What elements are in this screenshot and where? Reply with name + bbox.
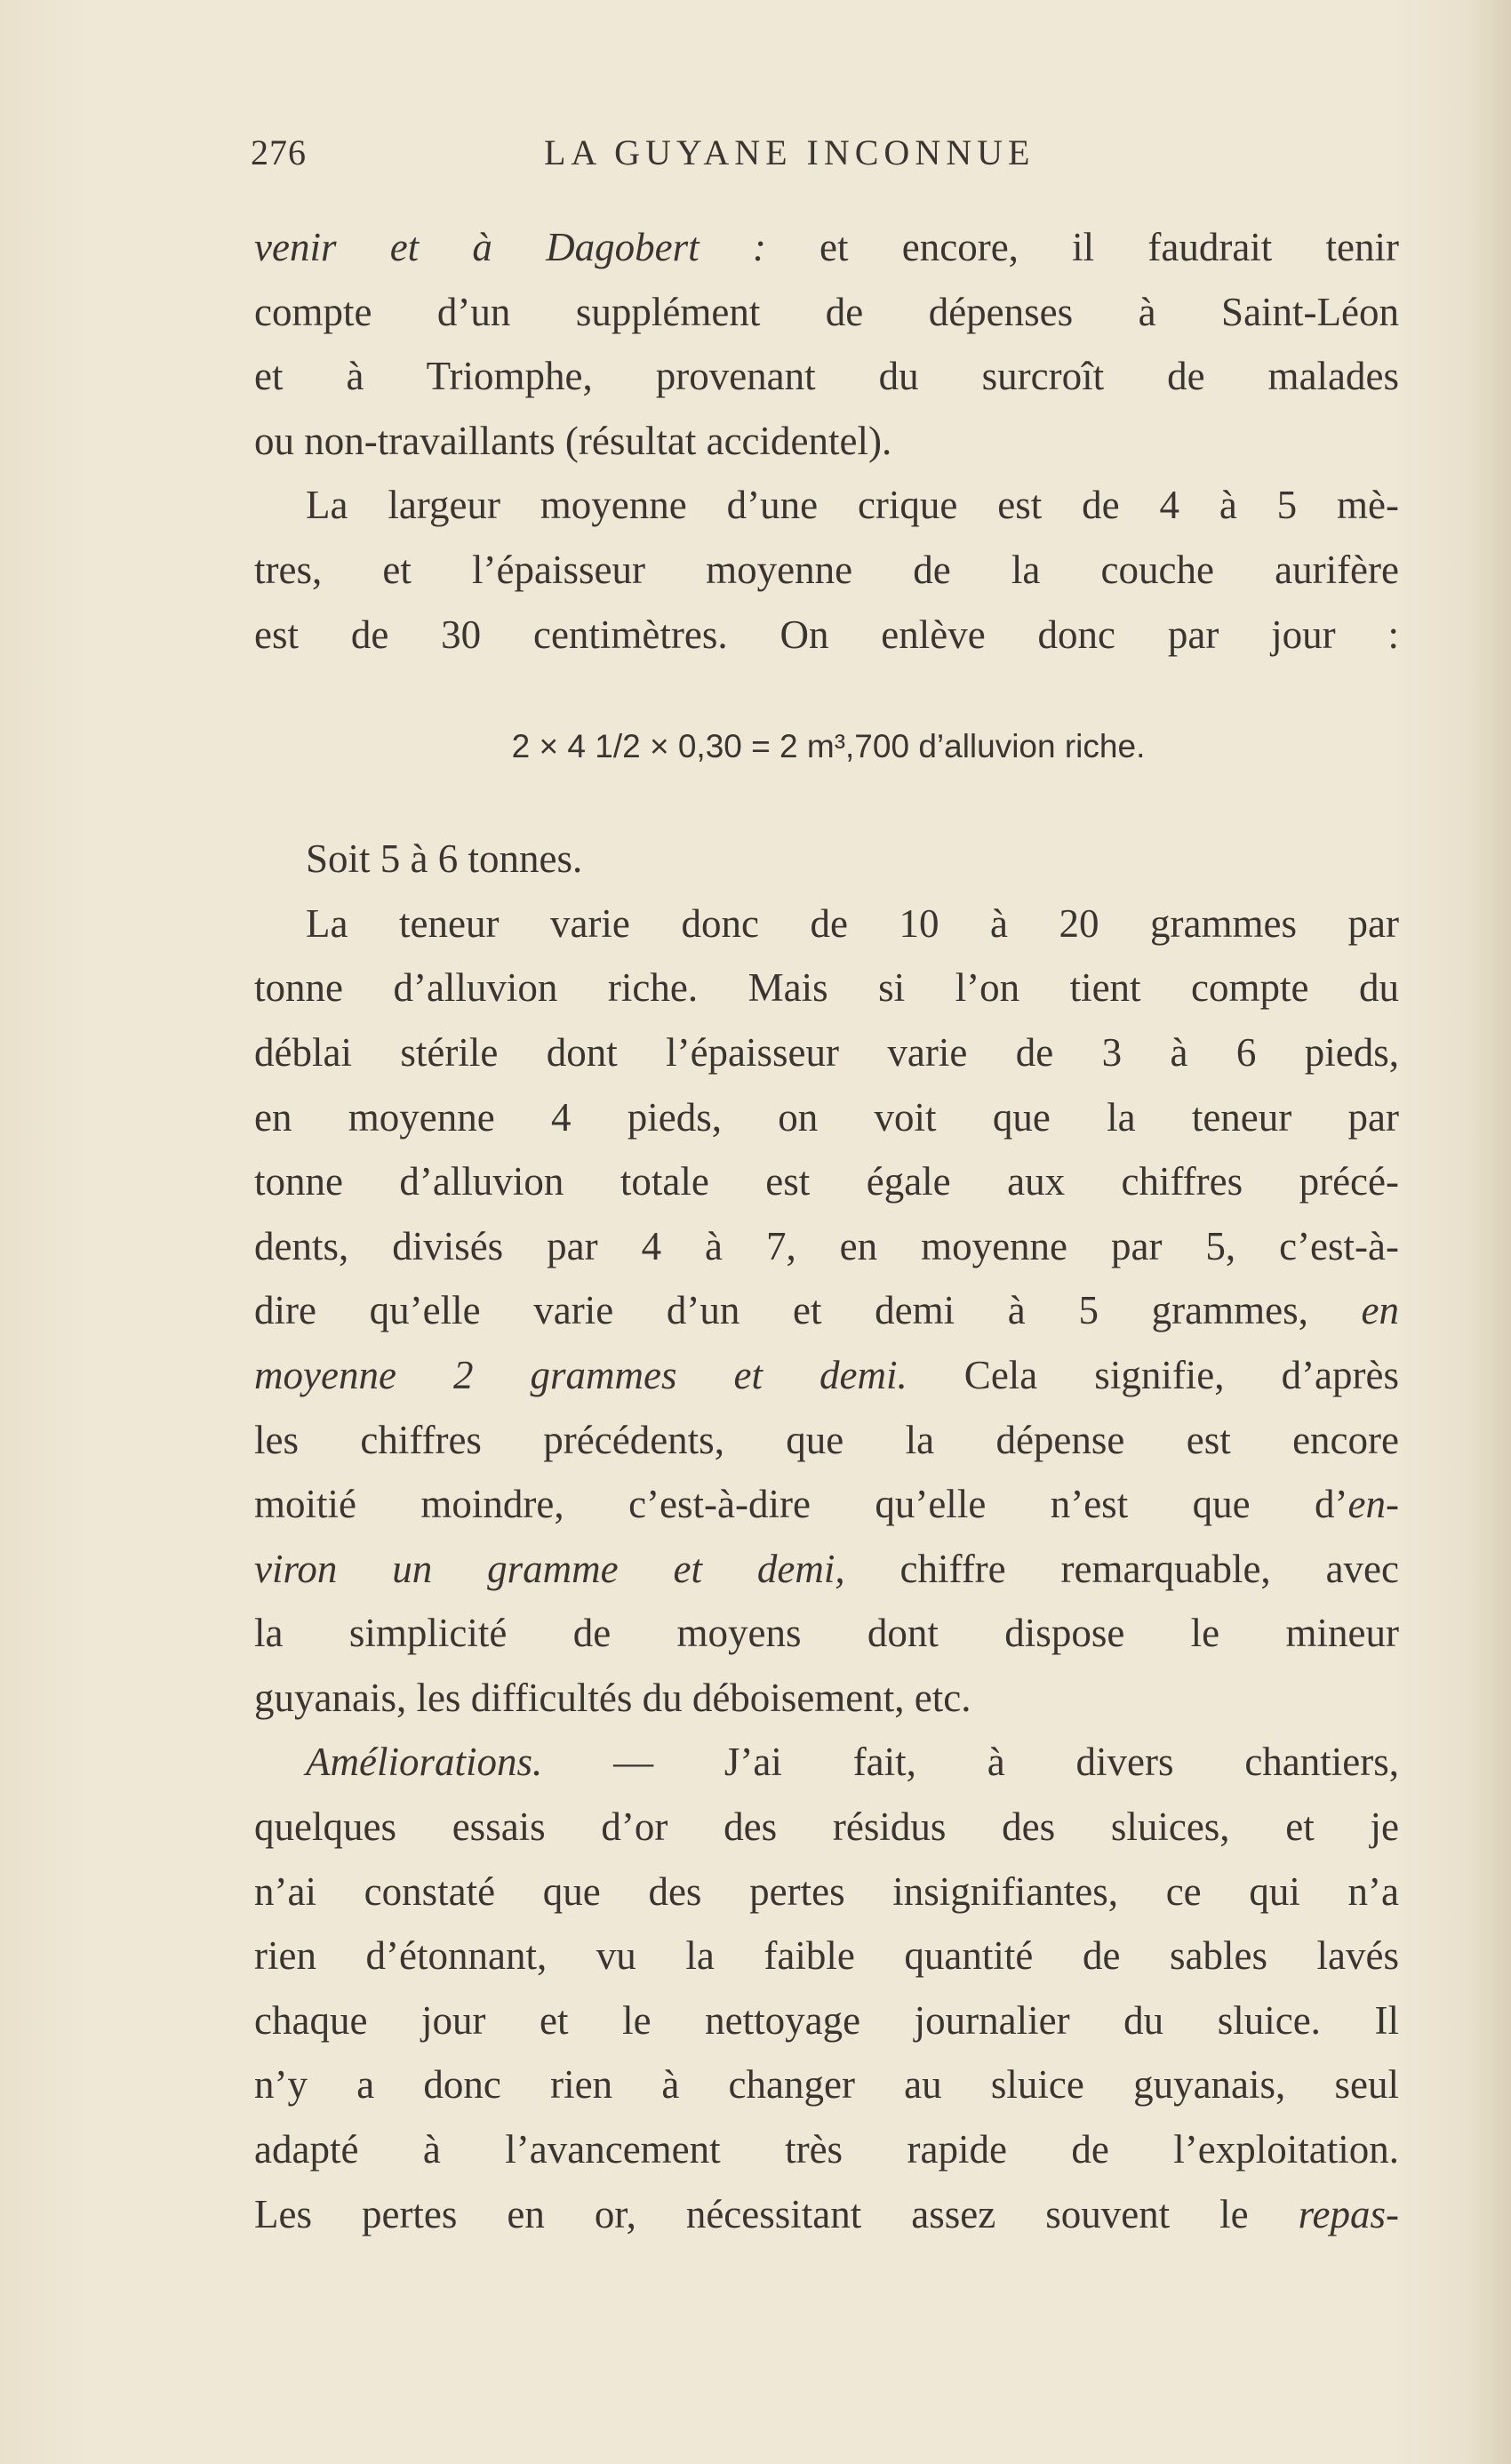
text-line: la simplicité de moyens dont dispose le mineur	[254, 1611, 1399, 1656]
text-fragment: Les pertes en or, nécessitant assez souvent le	[254, 2191, 1249, 2236]
text-fragment: et encore, il faudrait tenir	[765, 225, 1399, 269]
text-line: guyanais, les difficultés du déboisement, etc.	[254, 1675, 971, 1720]
text-line: rien d’étonnant, vu la faible quantité de sables lavés	[254, 1933, 1399, 1979]
page-header	[251, 132, 1397, 181]
text-line	[254, 1730, 1399, 1795]
text-fragment: Cela signifie, d’après	[907, 1352, 1399, 1397]
text-line: déblai stérile dont l’épaisseur varie de 3 à 6 pieds,	[254, 1029, 1399, 1075]
text-line: compte d’un supplément de dépenses à Saint-Léon	[254, 289, 1399, 334]
italic-phrase: viron un gramme et demi,	[254, 1546, 845, 1591]
text-line: tonne d’alluvion riche. Mais si l’on tient compte du	[254, 965, 1399, 1011]
text-line	[254, 1537, 1399, 1602]
italic-phrase: en	[1307, 1288, 1399, 1333]
text-line: et à Triomphe, provenant du surcroît de malades	[254, 354, 1399, 399]
text-line: ou non-travaillants (résultat accidentel).	[254, 418, 892, 463]
text-line	[254, 215, 1399, 280]
text-line: est de 30 centimètres. On enlève donc par jour :	[254, 612, 1399, 657]
italic-phrase: en-	[1347, 1482, 1399, 1527]
formula: 2 × 4 1/2 × 0,30 = 2 m³,700 d’alluvion riche.	[511, 728, 1146, 765]
text-fragment: — J’ai fait, à divers chantiers,	[542, 1740, 1399, 1785]
text-line: les chiffres précédents, que la dépense est encore	[254, 1417, 1399, 1462]
running-title: LA GUYANE INCONNUE	[544, 132, 1035, 172]
page-edge-shadow	[1467, 0, 1511, 2464]
text-line: n’ai constaté que des pertes insignifiantes, ce qui n’a	[254, 1868, 1399, 1914]
body-text-top	[254, 215, 1399, 2246]
page-number: 276	[251, 132, 307, 172]
text-line: Soit 5 à 6 tonnes.	[306, 836, 583, 882]
text-line: chaque jour et le nettoyage journalier du sluice. Il	[254, 1997, 1399, 2043]
text-fragment: dire qu’elle varie d’un et demi à 5 grammes,	[254, 1288, 1308, 1333]
italic-phrase: repas-	[1248, 2191, 1399, 2236]
text-fragment: chiffre remarquable, avec	[844, 1546, 1399, 1591]
text-line: quelques essais d’or des résidus des sluices, et je	[254, 1804, 1399, 1850]
italic-phrase: moyenne 2 grammes et demi.	[254, 1352, 907, 1397]
text-line: La teneur varie donc de 10 à 20 grammes par	[306, 900, 1399, 946]
italic-phrase: Améliorations.	[306, 1740, 543, 1785]
text-line: adapté à l’avancement très rapide de l’exploitation.	[254, 2127, 1399, 2172]
text-line: en moyenne 4 pieds, on voit que la teneur par	[254, 1094, 1399, 1140]
text-line: La largeur moyenne d’une crique est de 4 à 5 mè-	[306, 483, 1399, 528]
italic-phrase: venir et à Dagobert :	[254, 225, 766, 269]
text-line	[254, 1472, 1399, 1537]
text-line	[254, 1343, 1399, 1408]
text-fragment: moitié moindre, c’est-à-dire qu’elle n’est que d’	[254, 1482, 1348, 1527]
text-line: tonne d’alluvion totale est égale aux chiffres précé-	[254, 1159, 1399, 1204]
text-line: dents, divisés par 4 à 7, en moyenne par 5, c’est-à-	[254, 1223, 1399, 1268]
text-line: tres, et l’épaisseur moyenne de la couche aurifère	[254, 547, 1399, 592]
text-line	[254, 1278, 1399, 1343]
text-line: n’y a donc rien à changer au sluice guyanais, seul	[254, 2062, 1399, 2108]
text-line	[254, 2182, 1399, 2247]
